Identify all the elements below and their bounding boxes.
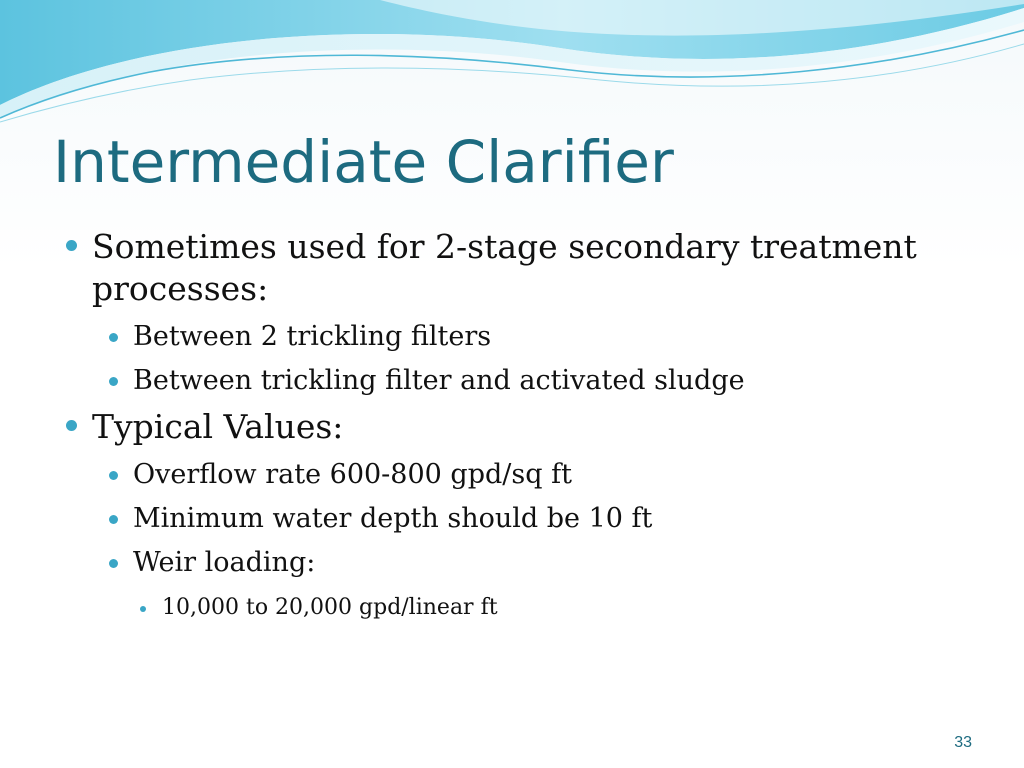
- bullet-text: Weir loading:: [133, 547, 316, 578]
- slide-content: [60, 222, 960, 622]
- bullet-dot-icon: [66, 420, 77, 431]
- bullet-dot-icon: [109, 333, 118, 342]
- wave-header-decoration: [0, 0, 1024, 130]
- bullet-dot-icon: [109, 515, 118, 524]
- bullet-text: Overflow rate 600-800 gpd/sq ft: [133, 459, 572, 490]
- bullet-item-level2: [60, 502, 960, 536]
- bullet-text: 10,000 to 20,000 gpd/linear ft: [162, 595, 498, 620]
- bullet-item-level1: [60, 226, 960, 310]
- bullet-dot-icon: [140, 606, 146, 612]
- bullet-text: Between 2 trickling filters: [133, 321, 492, 352]
- bullet-item-level2: [60, 320, 960, 354]
- bullet-text: Minimum water depth should be 10 ft: [133, 503, 653, 534]
- bullet-item-level2: [60, 364, 960, 398]
- bullet-text: Between trickling filter and activated sludge: [133, 365, 745, 396]
- bullet-item-level1: [60, 406, 960, 448]
- bullet-dot-icon: [109, 559, 118, 568]
- bullet-item-level2: [60, 458, 960, 492]
- bullet-text: Typical Values:: [92, 407, 344, 446]
- bullet-dot-icon: [109, 377, 118, 386]
- bullet-dot-icon: [66, 240, 77, 251]
- slide-title: Intermediate Clarifier: [53, 128, 674, 196]
- bullet-item-level3: [60, 594, 960, 622]
- page-number: 33: [954, 734, 972, 751]
- bullet-text: Sometimes used for 2-stage secondary treatment processes:: [92, 227, 917, 308]
- bullet-item-level2: [60, 546, 960, 580]
- bullet-dot-icon: [109, 471, 118, 480]
